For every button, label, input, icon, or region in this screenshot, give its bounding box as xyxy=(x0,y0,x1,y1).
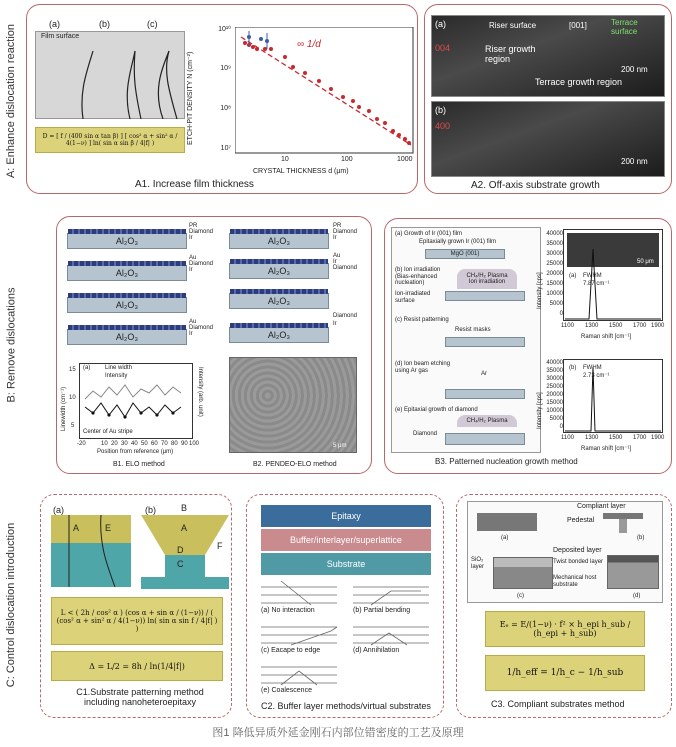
c3-struct-d xyxy=(607,555,659,589)
b2-sem-image xyxy=(229,357,357,453)
b1-xtick-6: 60 xyxy=(151,441,158,447)
b3-ytick-a-2: 30000 xyxy=(546,251,563,257)
b3-ytick-a-3: 25000 xyxy=(546,261,563,267)
b3-xtick-a-1: 1300 xyxy=(585,323,599,329)
b1-chart-plot xyxy=(79,363,193,439)
c3-label-c: (c) xyxy=(517,593,524,599)
b3-xtick-a-4: 1900 xyxy=(651,323,665,329)
c3-compliant: Compliant layer xyxy=(577,503,626,510)
c1-B: B xyxy=(181,503,188,513)
b3-mgo: MgO (001) xyxy=(425,249,505,259)
b1-chart-ylabel2: Intensity (arb. unit) xyxy=(197,367,203,417)
a1-caption: A1. Increase film thickness xyxy=(135,179,254,190)
b1-wafer-2: Al₂O₃ xyxy=(67,265,187,281)
panel-c3 xyxy=(456,494,672,718)
row-b-label: B: Remove dislocations xyxy=(5,287,18,403)
b3-ytick-a-4: 20000 xyxy=(546,271,563,277)
a1-sub-c: (c) xyxy=(147,19,158,29)
row-a-label: A: Enhance dislocation reaction xyxy=(5,23,18,178)
panel-a1 xyxy=(26,4,418,194)
a1-film-surface: Film surface xyxy=(41,33,80,40)
b3-step-b: (b) Ion irradiation (Bias-enhanced nucleation) xyxy=(395,267,441,287)
c1-label-a: (a) xyxy=(53,505,64,515)
b3-chart-pa: (a) xyxy=(569,273,577,279)
panel-b12 xyxy=(56,216,372,474)
panel-b3 xyxy=(384,218,672,474)
b1-xtick-1: 10 xyxy=(101,441,108,447)
b3-ylabel-b: Intensity [cps] xyxy=(537,392,543,429)
b2-wafer-3: Al₂O₃ xyxy=(229,293,329,309)
b1-xtick-3: 30 xyxy=(121,441,128,447)
b3-step-a: (a) Growth of Ir (001) film xyxy=(395,231,463,237)
a1-chart-yticks xyxy=(209,25,231,155)
c3-sio2: SiO₂ layer xyxy=(471,557,485,570)
a2-riser-region: Riser growth region xyxy=(485,44,536,64)
c2-epitaxy: Epitaxy xyxy=(261,505,431,527)
b3-wafer-d xyxy=(445,389,525,399)
c2-buffer: Buffer/interlayer/superlattice xyxy=(261,529,431,551)
a2-riser-surface: Riser surface xyxy=(489,21,537,30)
c3-deposited: Deposited layer xyxy=(553,547,602,554)
b1-wafer-3: Al₂O₃ xyxy=(67,297,187,313)
b3-step-d: (d) Ion beam etching using Ar gas xyxy=(395,361,451,374)
c1-E: E xyxy=(105,523,112,533)
b1-xtick-0: -20 xyxy=(77,441,86,447)
a1-xtick-2: 1000 xyxy=(397,156,413,163)
b2-wafer-2: Al₂O₃ xyxy=(229,263,329,279)
c3-formula1: Eₑ = E/(1−ν) · f² × h_epi h_sub / (h_epi + h_sub) xyxy=(485,611,645,647)
b3-wafer-c xyxy=(445,337,525,347)
a1-ytick-2: 10⁸ xyxy=(220,105,231,112)
a2-dir001: [001] xyxy=(569,21,587,30)
b3-step-e: (e) Epitaxial growth of diamond xyxy=(395,407,478,413)
b2-wafer-4: Al₂O₃ xyxy=(229,327,329,343)
c3-struct-b-stem xyxy=(619,519,627,533)
b3-xtick-b-2: 1500 xyxy=(609,435,623,441)
b3-ytick-b-2: 30000 xyxy=(546,376,563,382)
c1-label-b: (b) xyxy=(145,505,156,515)
b1-xtick-5: 50 xyxy=(141,441,148,447)
a1-xtick-1: 100 xyxy=(341,156,353,163)
a2-terrace-region: Terrace growth region xyxy=(535,77,623,87)
c2-item-a: (a) No interaction xyxy=(261,607,315,614)
b3-inset-scale: 50 μm xyxy=(637,259,654,265)
a1-dislocation-lines xyxy=(35,31,185,119)
b3-ytick-a-1: 35000 xyxy=(546,241,563,247)
b3-ytick-a-0: 40000 xyxy=(546,231,563,237)
c1-diagram-a xyxy=(51,515,131,587)
a1-chart-legend: ∞ 1/d xyxy=(297,39,321,50)
a2-caption: A2. Off-axis substrate growth xyxy=(471,180,600,191)
c2-mechanisms xyxy=(261,581,431,693)
c1-D: D xyxy=(177,545,184,555)
b3-fwhm-b: FWHM xyxy=(583,365,602,371)
b3-xtick-a-2: 1500 xyxy=(609,323,623,329)
c1-caption: C1.Substrate patterning method including nanoheteroepitaxy xyxy=(76,687,204,708)
b3-xlabel-b: Raman shift [cm⁻¹] xyxy=(581,446,632,452)
b3-wafer-e xyxy=(445,433,525,445)
c3-label-b: (b) xyxy=(637,535,645,541)
c2-caption: C2. Buffer layer methods/virtual substrates xyxy=(261,701,431,711)
panel-c1 xyxy=(40,494,232,718)
c1-formula1: L < ( 2h / cos² α ) (cos α + sin α / (1−ν)) / ( (cos² α + sin² α / 4(1−ν)) ln( sin α sin f / 4|f| ) ) xyxy=(51,597,223,645)
c3-pedestal: Pedestal xyxy=(567,517,595,524)
b2-label-diamond-3: Diamond xyxy=(333,313,358,319)
b2-label-diamond: Diamond xyxy=(333,229,358,235)
b2-caption: B2. PENDEO-ELO method xyxy=(253,461,337,468)
a1-ytick-0: 10¹⁰ xyxy=(218,26,231,33)
b3-ar: Ar xyxy=(481,371,487,377)
c1-A: A xyxy=(73,523,80,533)
b2-scale: 5 μm xyxy=(333,443,347,449)
b3-resist: Resist masks xyxy=(455,327,491,333)
b3-yticks-b xyxy=(543,359,563,431)
c1-C: C xyxy=(177,559,184,569)
b3-epitaxy-label: Epitaxially grown Ir (001) film xyxy=(419,239,497,245)
a1-chart xyxy=(235,27,415,155)
a1-ytick-1: 10⁹ xyxy=(220,65,231,72)
b3-plasma-e: CH₄/H₂ Plasma xyxy=(457,415,517,427)
b3-yticks-a xyxy=(543,229,563,319)
b3-ion-surface: Ion-irradiated surface xyxy=(395,291,431,304)
b3-ytick-a-6: 10000 xyxy=(546,291,563,297)
b1-label-au: Au xyxy=(189,255,197,261)
b3-xtick-b-0: 1100 xyxy=(561,435,574,441)
a2-scale-b: 200 nm xyxy=(621,157,648,166)
b2-label-au: Au xyxy=(333,253,341,259)
b1-xtick-7: 70 xyxy=(161,441,168,447)
b1-chart-panel: (a) xyxy=(83,365,91,371)
b1-caption: B1. ELO method xyxy=(113,461,165,468)
b1-label-ir: Ir xyxy=(189,235,193,241)
b1-chart-xlabel: Position from reference (μm) xyxy=(97,449,174,455)
b3-ytick-a-8: 0 xyxy=(559,311,563,317)
b3-ytick-b-7: 5000 xyxy=(549,416,563,422)
b3-xtick-b-4: 1900 xyxy=(651,435,665,441)
a2-n004: 004 xyxy=(435,43,451,53)
a1-sub-b: (b) xyxy=(99,19,110,29)
b1-label-diamond-3: Diamond xyxy=(189,325,214,331)
b3-ytick-b-0: 40000 xyxy=(546,360,563,366)
c2-item-c: (c) Eacape to edge xyxy=(261,647,321,654)
b3-caption: B3. Patterned nucleation growth method xyxy=(435,457,578,466)
b3-chart-pb: (b) xyxy=(569,365,577,371)
b1-chart-ytick-0: 5 xyxy=(71,423,75,429)
c3-struct-c xyxy=(493,557,553,589)
c3-label-a: (a) xyxy=(501,535,509,541)
a1-chart-xticks xyxy=(235,156,415,166)
b2-label-pr: PR xyxy=(333,223,342,229)
a1-formula: D = [ f / (400 sin α tan β) ] [ cos² α + sin² α / 4(1−ν) ] ln( sin α sin β / 4|f| ) xyxy=(35,127,185,153)
b3-ytick-a-7: 5000 xyxy=(549,301,563,307)
b3-ytick-b-3: 25000 xyxy=(546,384,563,390)
b2-label-ir-2: Ir xyxy=(333,259,337,265)
c2-item-b: (b) Partial bending xyxy=(353,607,411,614)
b3-xtick-a-0: 1100 xyxy=(561,323,574,329)
b1-xtick-4: 40 xyxy=(131,441,138,447)
b1-label-ir-2: Ir xyxy=(189,267,193,273)
b3-ylabel-a: Intensity [cps] xyxy=(537,272,543,309)
c3-struct-a xyxy=(477,513,537,531)
b1-chart-legend1: Line width xyxy=(105,365,133,371)
b3-ytick-b-8: 0 xyxy=(559,424,563,430)
b3-step-c: (c) Resist patterning xyxy=(395,317,449,323)
panel-c2 xyxy=(246,494,444,718)
c3-host: Mechanical host substrate xyxy=(553,575,597,588)
b1-wafer-1: Al₂O₃ xyxy=(67,233,187,249)
b3-xlabel-a: Raman shift [cm⁻¹] xyxy=(581,334,632,340)
b1-chart-ylabel: Linewidth (cm⁻¹) xyxy=(61,386,67,431)
a2-n400: 400 xyxy=(435,121,451,131)
a1-chart-ylabel: ETCH-PIT DENSITY N (cm⁻²) xyxy=(187,51,194,145)
c1-F: F xyxy=(217,541,223,551)
b3-xtick-b-1: 1300 xyxy=(585,435,599,441)
b2-wafer-1: Al₂O₃ xyxy=(229,233,329,249)
b1-xtick-2: 20 xyxy=(111,441,118,447)
b3-fwhm-a: FWHM xyxy=(583,273,602,279)
b3-ytick-b-4: 20000 xyxy=(546,392,563,398)
c3-label-d: (d) xyxy=(633,593,641,599)
a1-ytick-3: 10⁷ xyxy=(220,145,231,152)
b3-chart-a-peak xyxy=(563,229,663,321)
a1-chart-xlabel: CRYSTAL THICKNESS d (μm) xyxy=(253,168,349,175)
panel-a2 xyxy=(424,4,672,194)
b1-label-au-3: Au xyxy=(189,319,197,325)
b2-label-ir: Ir xyxy=(333,235,337,241)
b3-diamond: Diamond xyxy=(413,431,438,437)
b1-chart-legend2: Intensity xyxy=(105,373,128,379)
a2-terrace-surface: Terrace surface xyxy=(611,18,638,36)
a1-sub-a: (a) xyxy=(49,19,60,29)
b1-label-pr: PR xyxy=(189,223,198,229)
b3-xtick-b-3: 1700 xyxy=(633,435,647,441)
b2-label-diamond-2: Diamond xyxy=(333,265,358,271)
figure-caption: 图1 降低异质外延金刚石内部位错密度的工艺及原理 xyxy=(212,727,464,739)
b3-ytick-b-1: 35000 xyxy=(546,368,563,374)
b3-fwhm-a-val: 7.87 cm⁻¹ xyxy=(583,281,610,287)
row-c-label: C: Control dislocation introduction xyxy=(5,522,18,688)
c2-item-e: (e) Coalescence xyxy=(261,687,312,694)
a2-label-b: (b) xyxy=(435,105,446,115)
b3-ytick-b-5: 15000 xyxy=(546,400,563,406)
c2-item-d: (d) Annihilation xyxy=(353,647,400,654)
c3-twist: Twist bonded layer xyxy=(553,559,604,565)
b3-fwhm-b-val: 2.73 cm⁻¹ xyxy=(583,373,610,379)
b1-wafer-4: Al₂O₃ xyxy=(67,329,187,345)
b3-wafer-b xyxy=(445,291,525,301)
b1-label-diamond-2: Diamond xyxy=(189,261,214,267)
b3-chart-b-peak xyxy=(563,359,663,433)
b3-xtick-a-3: 1700 xyxy=(633,323,647,329)
b1-chart-ytick-1: 10 xyxy=(69,395,76,401)
a2-label-a: (a) xyxy=(435,19,446,29)
c1-a-lines xyxy=(51,515,131,587)
b1-xtick-9: 90 xyxy=(181,441,188,447)
b2-label-ir-3: Ir xyxy=(333,321,337,327)
c1-A2: A xyxy=(181,523,188,533)
b1-chart-ytick-2: 15 xyxy=(69,367,76,373)
a1-xtick-0: 10 xyxy=(281,156,289,163)
b1-xtick-8: 80 xyxy=(171,441,178,447)
c3-caption: C3. Compliant substrates method xyxy=(491,699,625,709)
a2-scale-a: 200 nm xyxy=(621,65,648,74)
b3-ytick-a-5: 15000 xyxy=(546,281,563,287)
b3-ytick-b-6: 10000 xyxy=(546,408,563,414)
b1-xtick-10: 100 xyxy=(189,441,200,447)
b3-plasma-b: CH₄/H₂ Plasma Ion irradiation xyxy=(457,269,517,289)
b1-chart-note: Center of Au stripe xyxy=(83,429,133,435)
c1-formula2: Δ = L/2 = 8h / ln(1/4|f|) xyxy=(51,651,223,681)
b1-label-diamond: Diamond xyxy=(189,229,214,235)
c2-substrate: Substrate xyxy=(261,553,431,575)
c3-formula2: 1/h_eff = 1/h_c − 1/h_sub xyxy=(485,655,645,691)
b1-label-ir-3: Ir xyxy=(189,331,193,337)
